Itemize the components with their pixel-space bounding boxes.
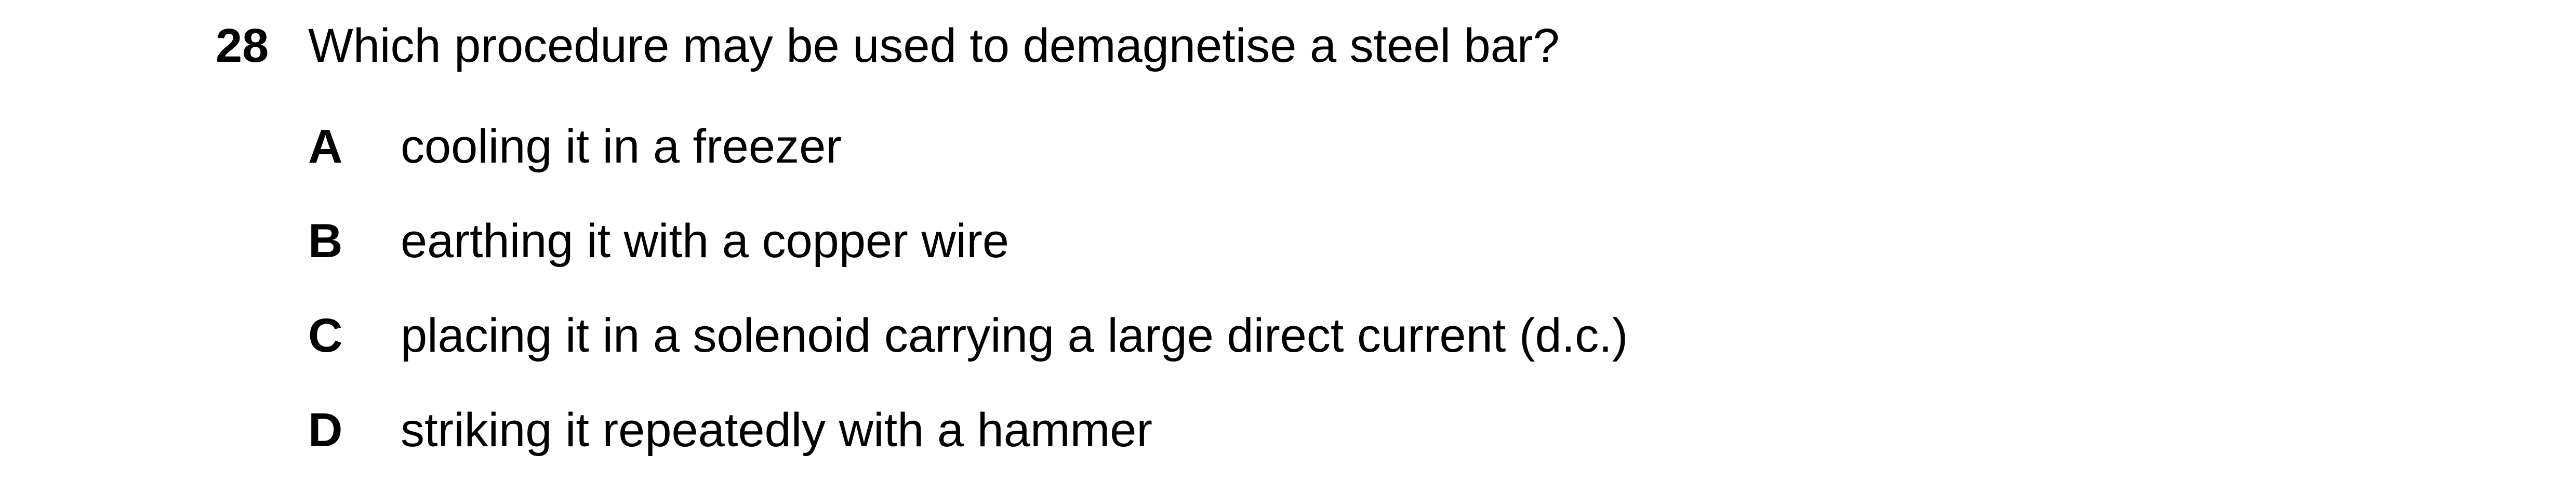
option-text: placing it in a solenoid carrying a large direct current (d.c.)	[401, 309, 1628, 362]
option-b	[308, 210, 2282, 272]
option-c	[308, 304, 2282, 367]
question-stem: Which procedure may be used to demagnetise a steel bar?	[308, 19, 1560, 72]
option-letter: A	[308, 120, 343, 173]
option-text: striking it repeatedly with a hammer	[401, 404, 1153, 457]
question-number: 28	[216, 19, 269, 72]
option-letter: C	[308, 309, 343, 362]
option-letter: D	[308, 404, 343, 457]
option-a	[308, 115, 2282, 178]
option-letter: B	[308, 215, 343, 268]
option-text: earthing it with a copper wire	[401, 215, 1010, 268]
option-d	[308, 399, 2282, 461]
option-text: cooling it in a freezer	[401, 120, 842, 173]
